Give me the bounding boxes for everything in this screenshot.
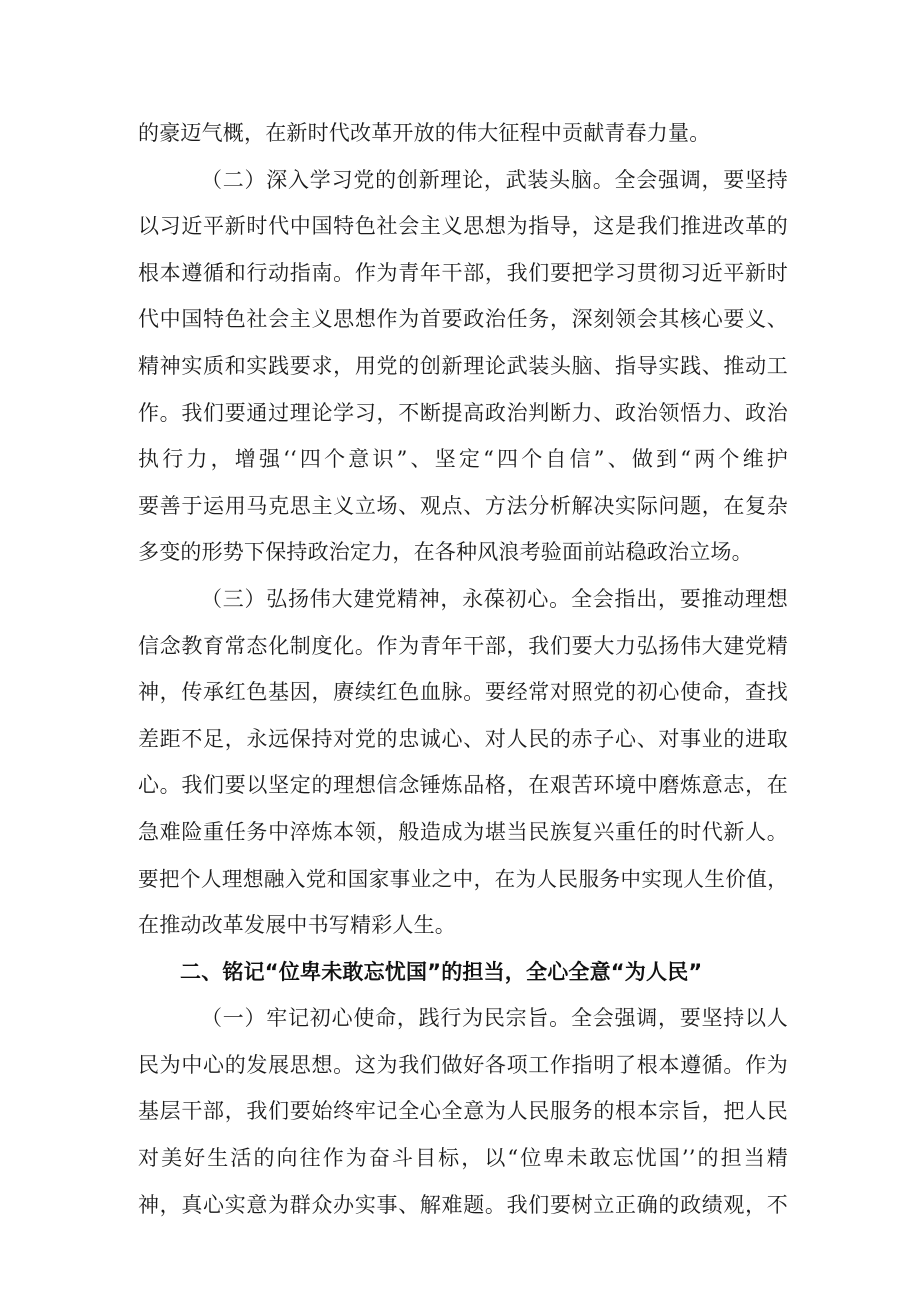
text-line: 神，真心实意为群众办实事、解难题。我们要树立正确的政绩观，不 — [138, 1192, 788, 1217]
text-line: 以习近平新时代中国特色社会主义思想为指导，这是我们推进改革的 — [138, 214, 788, 239]
text-line: 执行力，增强‘‘四个意识”、坚定“四个自信”、做到“两个维护 — [138, 447, 788, 472]
text-line: 要把个人理想融入党和国家事业之中，在为人民服务中实现人生价值， — [138, 866, 788, 891]
paragraph-first-line: （三）弘扬伟大建党精神，永葆初心。全会指出，要推动理想 — [201, 586, 788, 611]
text-line: 精神实质和实践要求，用党的创新理论武装头脑、指导实践、推动工 — [138, 353, 788, 378]
paragraph-first-line: （二）深入学习党的创新理论，武装头脑。全会强调，要坚持 — [201, 167, 788, 192]
text-line: 多变的形势下保持政治定力，在各种风浪考验面前站稳政治立场。 — [138, 540, 753, 565]
text-line: 心。我们要以坚定的理想信念锤炼品格，在艰苦环境中磨炼意志，在 — [138, 773, 788, 798]
text-line: 代中国特色社会主义思想作为首要政治任务，深刻领会其核心要义、 — [138, 307, 788, 332]
text-line: 差距不足，永远保持对党的忠诚心、对人民的赤子心、对事业的进取 — [138, 726, 788, 751]
document-body — [138, 110, 788, 1228]
text-line: 对美好生活的向往作为奋斗目标，以“位卑未敢忘忧国’’的担当精 — [138, 1146, 788, 1171]
text-line: 根本遵循和行动指南。作为青年干部，我们要把学习贯彻习近平新时 — [138, 260, 788, 285]
text-line: 神，传承红色基因，赓续红色血脉。要经常对照党的初心使命，查找 — [138, 680, 788, 705]
paragraph-first-line: （一）牢记初心使命，践行为民宗旨。全会强调，要坚持以人 — [201, 1006, 788, 1031]
text-line: 信念教育常态化制度化。作为青年干部，我们要大力弘扬伟大建党精 — [138, 633, 788, 658]
text-line: 在推动改革发展中书写精彩人生。 — [138, 913, 456, 938]
text-line: 民为中心的发展思想。这为我们做好各项工作指明了根本遵循。作为 — [138, 1052, 788, 1077]
text-line: 作。我们要通过理论学习，不断提高政治判断力、政治领悟力、政治 — [138, 400, 788, 425]
section-heading: 二、铭记“位卑未敢忘忧国”的担当，全心全意“为人民” — [180, 959, 703, 984]
text-line: 急难险重任务中淬炼本领，般造成为堪当民族复兴重任的时代新人。 — [138, 819, 788, 844]
text-line: 的豪迈气概，在新时代改革开放的伟大征程中贡献青春力量。 — [138, 121, 711, 145]
text-line: 基层干部，我们要始终牢记全心全意为人民服务的根本宗旨，把人民 — [138, 1099, 788, 1124]
text-line: 要善于运用马克思主义立场、观点、方法分析解决实际问题，在复杂 — [138, 493, 788, 518]
